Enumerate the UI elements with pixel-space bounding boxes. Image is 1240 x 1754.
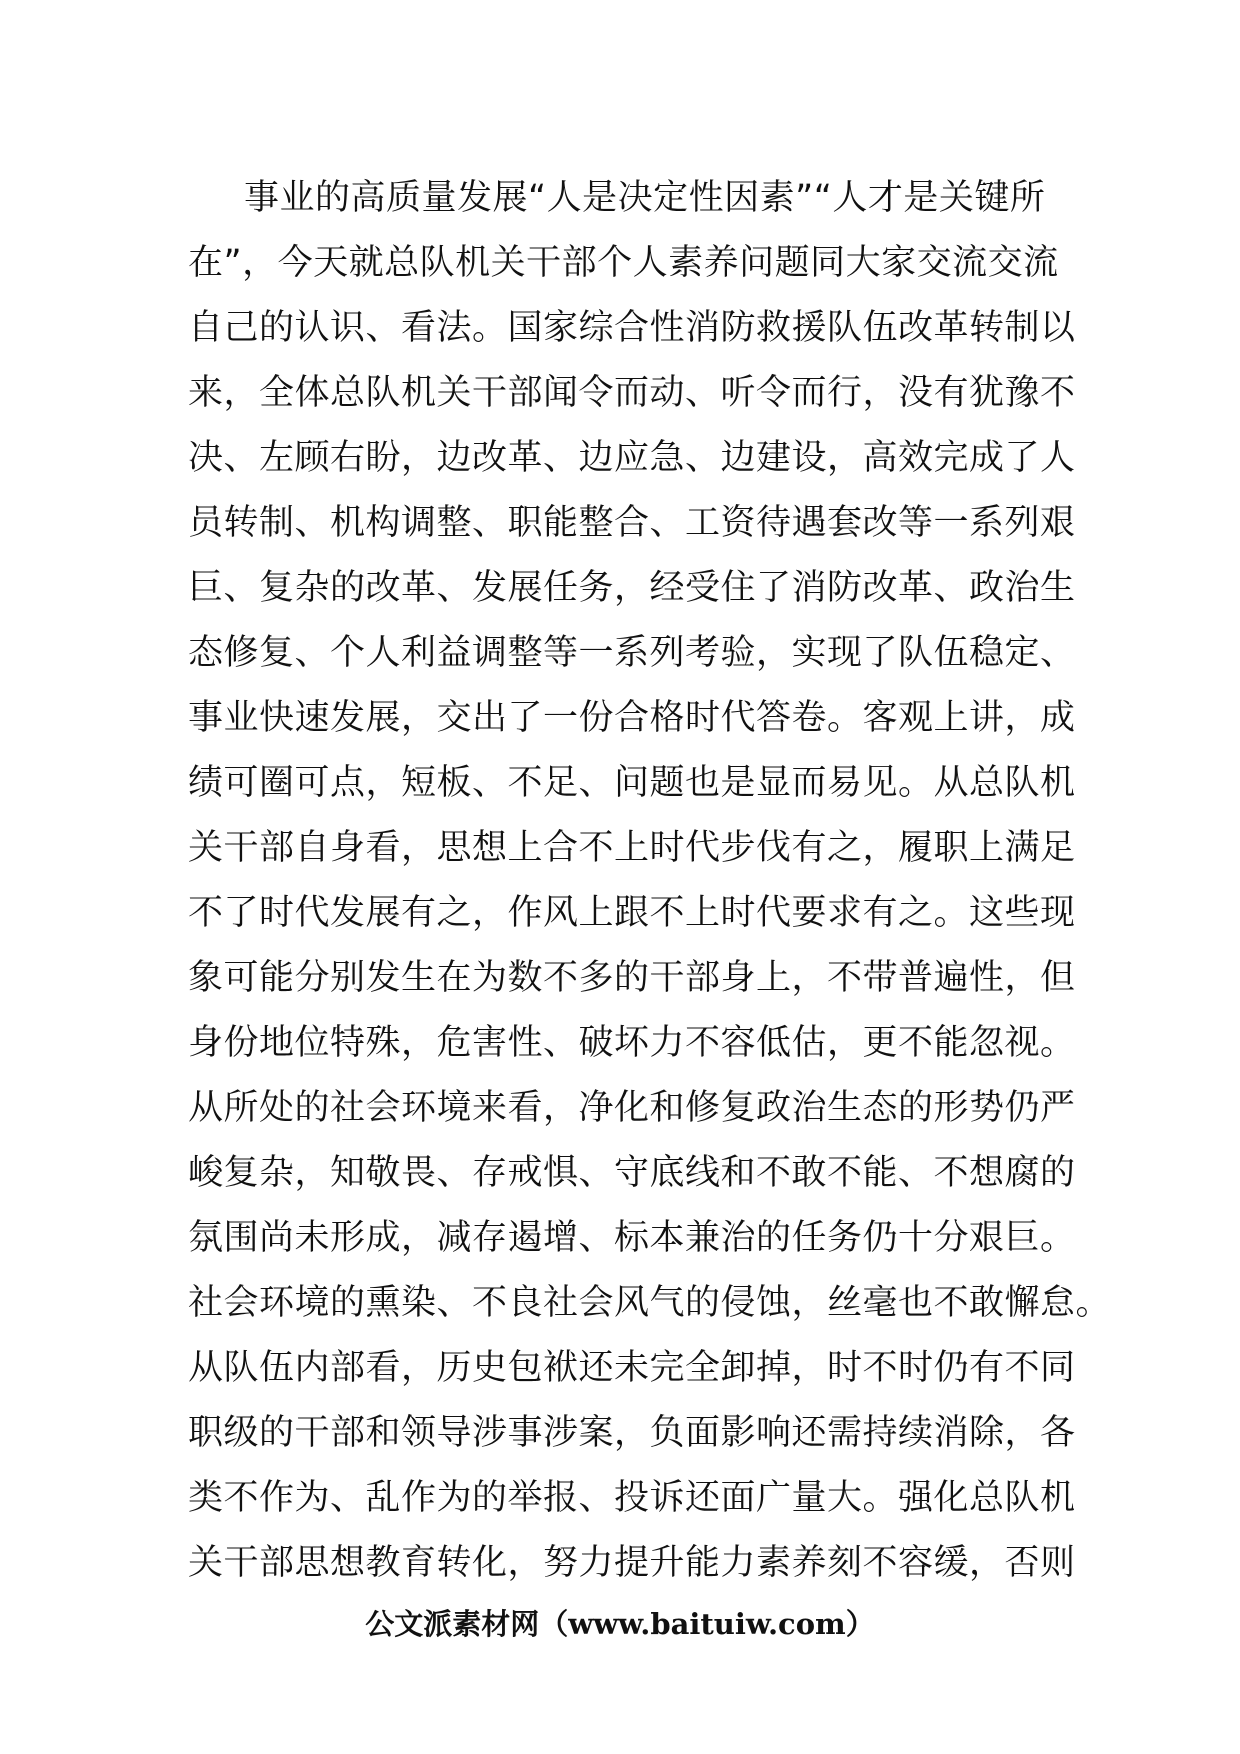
text-line: 巨、复杂的改革、发展任务，经受住了消防改革、政治生 xyxy=(188,568,1076,608)
text-line: 决、左顾右盼，边改革、边应急、边建设，高效完成了人 xyxy=(188,438,1076,478)
text-line: 从队伍内部看，历史包袱还未完全卸掉，时不时仍有不同 xyxy=(188,1348,1076,1388)
text-line: 氛围尚未形成，减存遏增、标本兼治的任务仍十分艰巨。 xyxy=(188,1218,1076,1258)
footer-watermark: 公文派素材网（www.baituiw.com） xyxy=(365,1607,875,1641)
text-line: 关干部思想教育转化，努力提升能力素养刻不容缓，否则 xyxy=(188,1543,1076,1583)
text-line: 态修复、个人利益调整等一系列考验，实现了队伍稳定、 xyxy=(188,633,1076,673)
text-line: 在”，今天就总队机关干部个人素养问题同大家交流交流 xyxy=(188,243,1059,283)
text-line: 员转制、机构调整、职能整合、工资待遇套改等一系列艰 xyxy=(188,503,1076,543)
text-line: 从所处的社会环境来看，净化和修复政治生态的形势仍严 xyxy=(188,1088,1076,1128)
text-line: 身份地位特殊，危害性、破坏力不容低估，更不能忽视。 xyxy=(188,1023,1076,1063)
body-paragraph xyxy=(188,166,1112,1596)
text-line: 峻复杂，知敬畏、存戒惧、守底线和不敢不能、不想腐的 xyxy=(188,1153,1076,1193)
text-line: 事业的高质量发展“人是决定性因素”“人才是关键所 xyxy=(244,178,1046,218)
text-line: 关干部自身看，思想上合不上时代步伐有之，履职上满足 xyxy=(188,828,1076,868)
text-line: 职级的干部和领导涉事涉案，负面影响还需持续消除，各 xyxy=(188,1413,1076,1453)
text-line: 绩可圈可点，短板、不足、问题也是显而易见。从总队机 xyxy=(188,763,1076,803)
text-line: 来，全体总队机关干部闻令而动、听令而行，没有犹豫不 xyxy=(188,373,1076,413)
text-line: 不了时代发展有之，作风上跟不上时代要求有之。这些现 xyxy=(188,893,1076,933)
text-line: 自己的认识、看法。国家综合性消防救援队伍改革转制以 xyxy=(188,308,1076,348)
text-line: 事业快速发展，交出了一份合格时代答卷。客观上讲，成 xyxy=(188,698,1076,738)
text-line: 类不作为、乱作为的举报、投诉还面广量大。强化总队机 xyxy=(188,1478,1076,1518)
text-line: 象可能分别发生在为数不多的干部身上，不带普遍性，但 xyxy=(188,958,1076,998)
text-line: 社会环境的熏染、不良社会风气的侵蚀，丝毫也不敢懈怠。 xyxy=(188,1283,1112,1323)
